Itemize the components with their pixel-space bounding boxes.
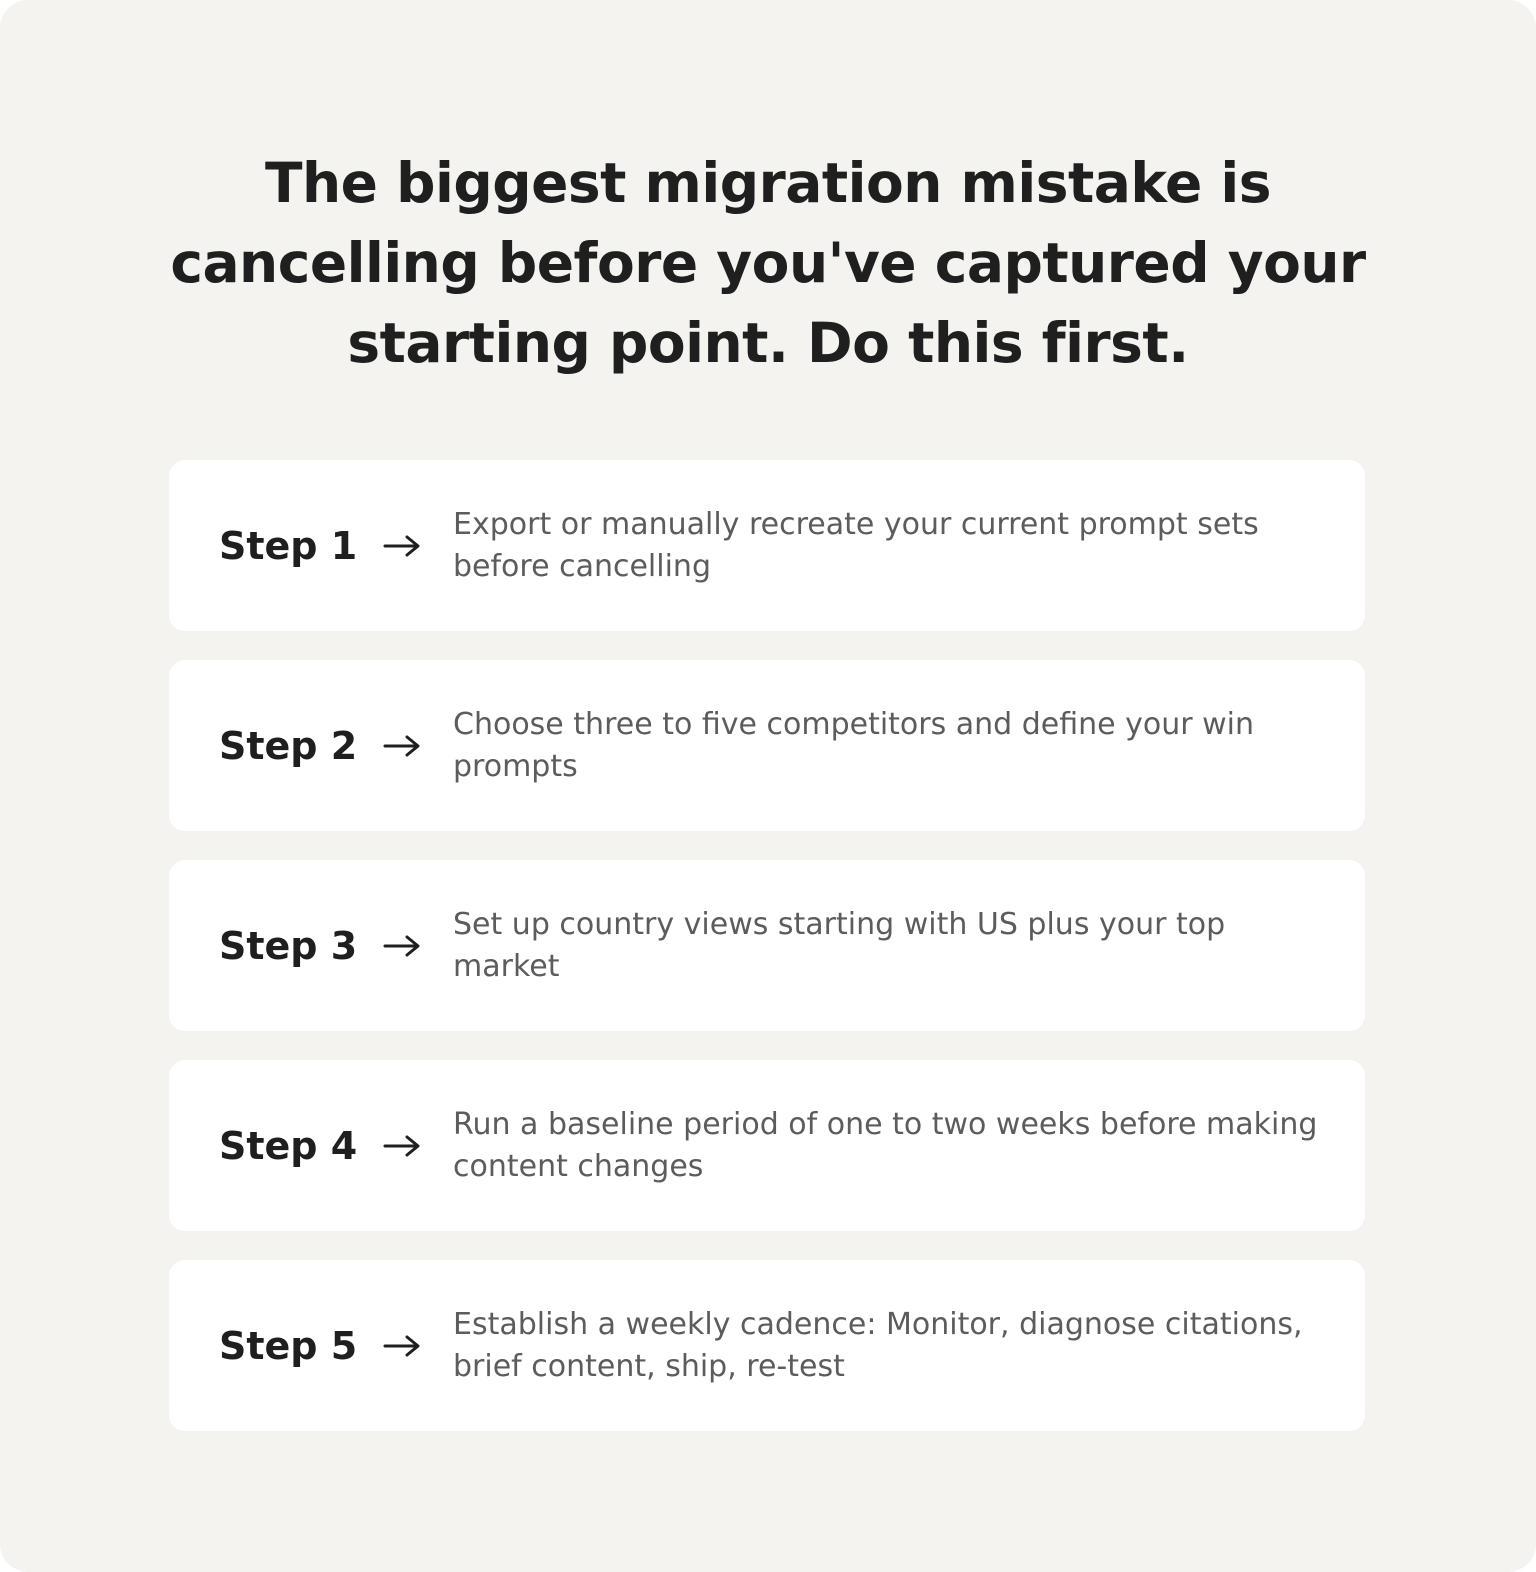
step-label: Step 4: [219, 1123, 358, 1168]
step-label: Step 1: [219, 523, 358, 568]
right-arrow-icon: [383, 534, 421, 558]
step-description: Set up country views starting with US plus your top market: [453, 906, 1226, 984]
right-arrow-icon: [383, 1334, 421, 1358]
right-arrow-icon: [383, 934, 421, 958]
step-card: [169, 1060, 1365, 1231]
step-label: Step 5: [219, 1323, 358, 1368]
step-card: [169, 860, 1365, 1031]
step-card: [169, 660, 1365, 831]
step-card: [169, 460, 1365, 631]
step-description: Choose three to five competitors and define your win prompts: [453, 706, 1255, 784]
right-arrow-icon: [383, 1134, 421, 1158]
right-arrow-icon: [383, 734, 421, 758]
step-description: Run a baseline period of one to two weeks before making content changes: [453, 1106, 1318, 1184]
step-description: Export or manually recreate your current prompt sets before cancelling: [453, 506, 1259, 584]
step-label: Step 2: [219, 723, 358, 768]
step-card: [169, 1260, 1365, 1431]
step-label: Step 3: [219, 923, 358, 968]
headline: The biggest migration mistake is cancelling before you've captured your starting point. Do this first.: [170, 151, 1366, 375]
step-description: Establish a weekly cadence: Monitor, diagnose citations, brief content, ship, re-test: [453, 1306, 1303, 1384]
steps-list: [169, 460, 1365, 1460]
